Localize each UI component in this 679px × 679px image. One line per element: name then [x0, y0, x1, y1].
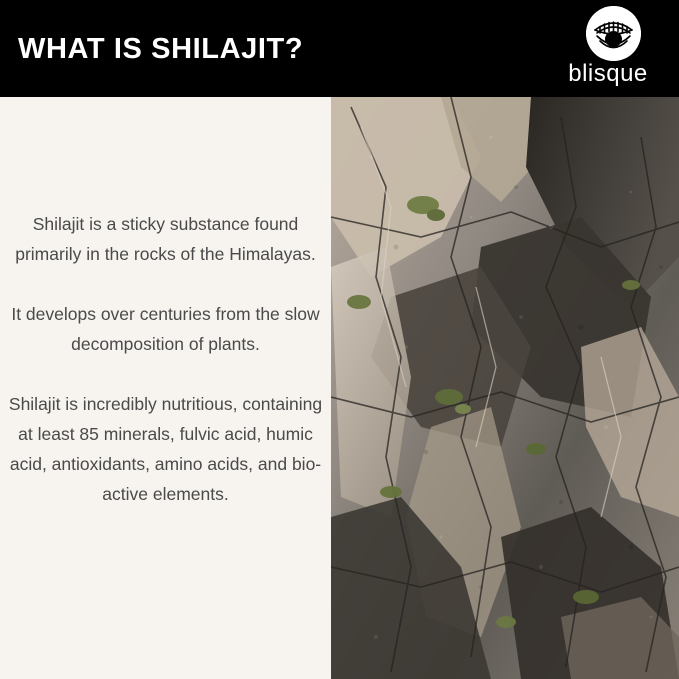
blisque-shell-icon	[586, 6, 641, 61]
cliff-photo	[331, 97, 679, 679]
page-title: WHAT IS SHILAJIT?	[18, 33, 304, 65]
text-panel	[0, 97, 331, 679]
brand-wordmark: blisque	[568, 60, 648, 87]
body-copy	[8, 209, 323, 509]
header-bar	[0, 0, 679, 97]
paragraph-3: Shilajit is incredibly nutritious, containing at least 85 minerals, fulvic acid, humic acid, antioxidants, amino acids, and bio-active elements.	[8, 394, 323, 504]
paragraph-1: Shilajit is a sticky substance found primarily in the rocks of the Himalayas.	[15, 214, 316, 264]
paragraph-2: It develops over centuries from the slow decomposition of plants.	[11, 304, 320, 354]
brand-logo	[553, 6, 663, 92]
